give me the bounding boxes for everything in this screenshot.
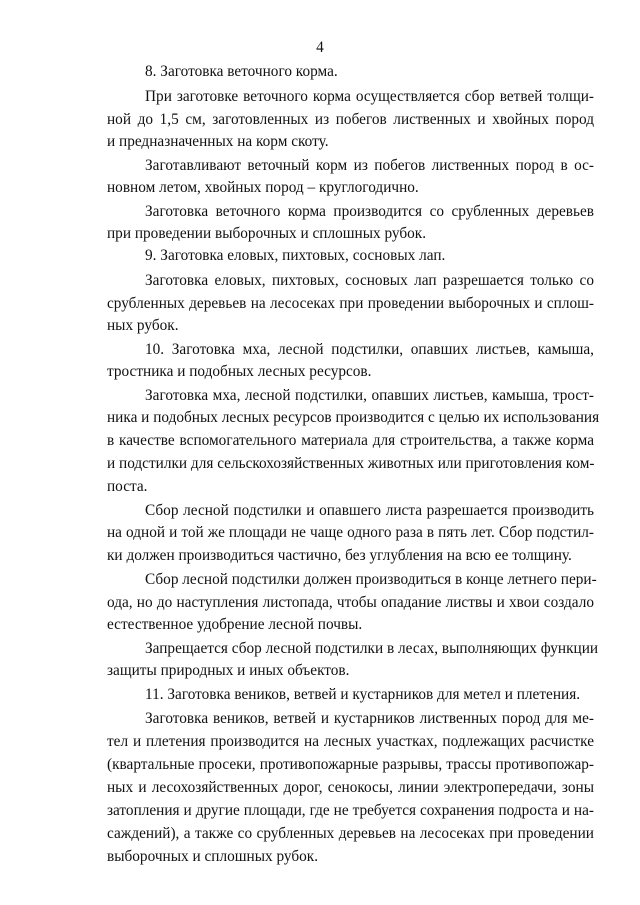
- text-line: и предназначенных на корм скоту.: [107, 133, 329, 150]
- text-line: ки должен производиться частично, без углубления на всю ее толщину.: [107, 547, 572, 564]
- page-number: 4: [316, 39, 324, 56]
- text-line: Сбор лесной подстилки должен производиться в конце летнего пери-: [145, 571, 597, 588]
- text-line: Запрещается сбор лесной подстилки в лесах, выполняющих функции: [145, 640, 599, 657]
- text-line: Сбор лесной подстилки и опавшего листа разрешается производить: [145, 502, 594, 519]
- text-line: Заготовка еловых, пихтовых, сосновых лап разрешается только со: [145, 272, 594, 289]
- text-line: саждений), а также со срубленных деревьев на лесосеках при проведении: [107, 825, 594, 842]
- text-line: Заготовка веников, ветвей и кустарников лиственных пород для ме-: [145, 710, 594, 727]
- text-line: новном летом, хвойных пород – круглогодично.: [107, 179, 419, 196]
- text-line: При заготовке веточного корма осуществляется сбор ветвей толщи-: [145, 88, 594, 105]
- text-line: Заготовка веточного корма производится со срубленных деревьев: [145, 203, 594, 220]
- text-line: срубленных деревьев на лесосеках при проведении выборочных и сплош-: [107, 295, 594, 312]
- text-line: на одной и той же площади не чаще одного раза в пять лет. Сбор подстил-: [107, 524, 594, 541]
- text-line: Заготавливают веточный корм из побегов лиственных пород в ос-: [145, 157, 594, 174]
- text-line: в качестве вспомогательного материала для строительства, а также корма: [107, 432, 594, 449]
- text-line: и подстилки для сельскохозяйственных животных или приготовления ком-: [107, 455, 595, 472]
- text-line: ных рубок.: [107, 317, 179, 334]
- text-line: поста.: [107, 478, 148, 495]
- section-heading-9: 9. Заготовка еловых, пихтовых, сосновых лап.: [145, 247, 446, 264]
- text-line: ника и подобных лесных ресурсов производится с целью их использования: [107, 409, 600, 426]
- text-line: Заготовка мха, лесной подстилки, опавших листьев, камыша, трост-: [145, 387, 594, 404]
- text-line: выборочных и сплошных рубок.: [107, 848, 319, 865]
- text-line: ных и лесохозяйственных дорог, сенокосы, линии электропередачи, зоны: [107, 779, 594, 796]
- text-line: защиты природных и иных объектов.: [107, 662, 350, 679]
- section-heading-11: 11. Заготовка веников, ветвей и кустарников для метел и плетения.: [145, 686, 581, 703]
- section-heading-8: 8. Заготовка веточного корма.: [145, 63, 338, 80]
- section-heading-10: 10. Заготовка мха, лесной подстилки, опавших листьев, камыша,: [145, 341, 594, 358]
- text-line: ной до 1,5 см, заготовленных из побегов лиственных и хвойных пород: [107, 111, 594, 128]
- text-line: тел и плетения производится на лесных участках, подлежащих расчистке: [107, 733, 594, 750]
- text-line: тростника и подобных лесных ресурсов.: [107, 363, 372, 380]
- text-line: при проведении выборочных и сплошных рубок.: [107, 225, 427, 242]
- text-line: естественное удобрение лесной почвы.: [107, 616, 363, 633]
- text-line: ода, но до наступления листопада, чтобы опадание листвы и хвои создало: [107, 594, 594, 611]
- text-line: затопления и другие площади, где не требуется сохранения подроста и на-: [107, 802, 594, 819]
- text-line: (квартальные просеки, противопожарные разрывы, трассы противопожар-: [107, 756, 594, 773]
